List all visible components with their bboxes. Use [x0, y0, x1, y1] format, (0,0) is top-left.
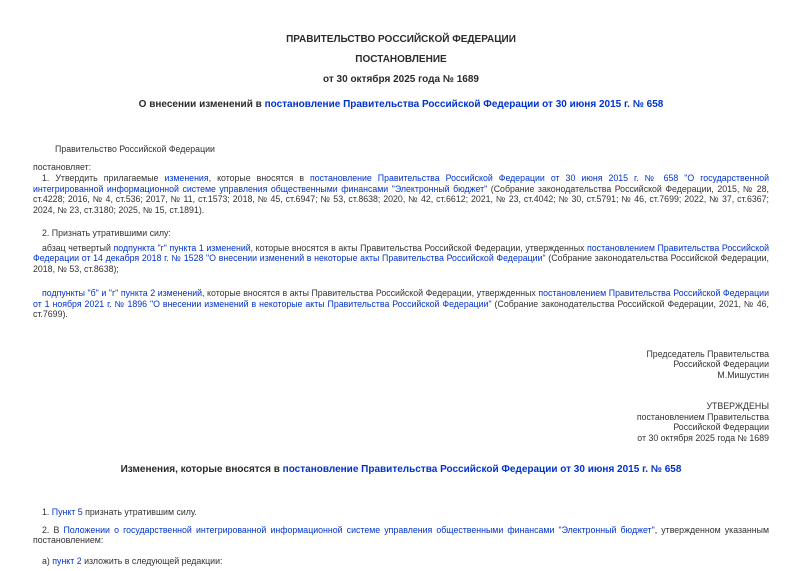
- approved-label: УТВЕРЖДЕНЫ: [706, 401, 769, 411]
- link-subclause-g-point1[interactable]: подпункта "г" пункта 1 изменений: [113, 242, 251, 253]
- link-subclauses-b-g-point2[interactable]: подпункты "б" и "г" пункта 2 изменений: [42, 288, 203, 298]
- signature-post-line2: Российской Федерации: [673, 359, 769, 369]
- link-resolution-1896[interactable]: постановлением Правительства Российской Федерации от 1 ноября 2021 г. № 1896 "О внесении изменений в некоторые акты Правительства Российской Федерации": [33, 288, 769, 309]
- signature-name: М.Мишустин: [717, 369, 769, 380]
- amendment-point-1-text: признать утратившим силу.: [82, 507, 197, 517]
- clause-1: [33, 173, 769, 215]
- approved-block: [33, 401, 769, 443]
- link-regulation-ebudget[interactable]: Положении о государственной интегрированной информационной системе управления общественными финансами "Электронный бюджет": [63, 524, 655, 535]
- amendment-point-1-num: 1.: [42, 507, 52, 517]
- amendments-heading-prefix: Изменения, которые вносятся в: [120, 464, 283, 475]
- clause-1-text-end: (Собрание законодательства Российской Федерации, 2015, № 28, ст.4228; 2016, № 4, ст.536; 2017, № 11, ст.1573; 2018, № 45, ст.6947; № 53, ст.8638; 2020, № 42, ст.6612; 2021, № 23, ст.4042; № 30, ст.5791; № 46, ст.7699; 2022, № 37, ст.6367; 2024, № 23, ст.3180; 2025, № 15, ст.1891).: [33, 183, 770, 215]
- doc-title: [33, 99, 769, 111]
- doc-title-prefix: О внесении изменений в: [138, 99, 265, 110]
- link-resolution-658-title[interactable]: постановление Правительства Российской Федерации от 30 июня 2015 г. № 658: [264, 99, 664, 110]
- clause-1-text-mid: , которые вносятся в: [208, 173, 310, 183]
- link-point-5[interactable]: Пункт 5: [51, 507, 83, 517]
- doc-date-number: от 30 октября 2025 года № 1689: [323, 74, 479, 85]
- amendment-subpoint-a-text: изложить в следующей редакции:: [81, 555, 223, 566]
- enacts-line: постановляет:: [33, 161, 92, 172]
- link-amendments[interactable]: изменения: [164, 173, 209, 183]
- clause-2: 2. Признать утратившими силу:: [42, 228, 171, 238]
- clause-2b-text-end: (Собрание законодательства Российской Федерации, 2021, № 46, ст.7699).: [33, 298, 769, 319]
- amendment-point-2-num: 2. В: [42, 524, 64, 535]
- clause-2a-text-end: (Собрание законодательства Российской Федерации, 2018, № 53, ст.8638);: [33, 253, 769, 274]
- clause-2b-text-mid: , которые вносятся в акты Правительства Российской Федерации, утвержденных: [202, 288, 539, 298]
- link-resolution-658[interactable]: постановление Правительства Российской Федерации от 30 июня 2015 г. № 658 "О государственной интегрированной информационной системе управления общественными финансами "Электронный бюджет": [33, 173, 769, 194]
- link-resolution-1528[interactable]: постановлением Правительства Российской Федерации от 14 декабря 2018 г. № 1528 "О внесении изменений в некоторые акты Правительства Российской Федерации": [33, 242, 770, 263]
- amendment-point-2-text: , утвержденном указанным постановлением:: [33, 524, 770, 545]
- amendments-heading: [33, 464, 769, 476]
- clause-1-text-start: 1. Утвердить прилагаемые: [42, 173, 165, 183]
- amendment-point-2: [33, 525, 769, 546]
- amendment-subpoint-a: [33, 556, 769, 567]
- signature-post-line1: Председатель Правительства: [646, 348, 769, 359]
- clause-2a-text-start: абзац четвертый: [42, 242, 114, 253]
- approved-by-line2: Российской Федерации: [673, 422, 769, 432]
- link-point-2[interactable]: пункт 2: [52, 555, 82, 566]
- issuer-title: ПРАВИТЕЛЬСТВО РОССИЙСКОЙ ФЕДЕРАЦИИ: [286, 34, 516, 45]
- approved-by-line1: постановлением Правительства: [636, 411, 769, 422]
- amendment-subpoint-a-num: а): [42, 555, 53, 566]
- document-header: [33, 34, 769, 86]
- clause-2b: [33, 288, 769, 320]
- signature-block: [33, 349, 769, 381]
- approved-date-number: от 30 октября 2025 года № 1689: [637, 432, 769, 443]
- amendment-point-1: [33, 507, 769, 518]
- intro-line: Правительство Российской Федерации: [55, 144, 215, 154]
- clause-2a: [33, 243, 769, 275]
- doc-type: ПОСТАНОВЛЕНИЕ: [355, 54, 447, 65]
- link-resolution-658-heading[interactable]: постановление Правительства Российской Федерации от 30 июня 2015 г. № 658: [282, 464, 682, 475]
- clause-2a-text-mid: , которые вносятся в акты Правительства Российской Федерации, утвержденных: [250, 242, 588, 253]
